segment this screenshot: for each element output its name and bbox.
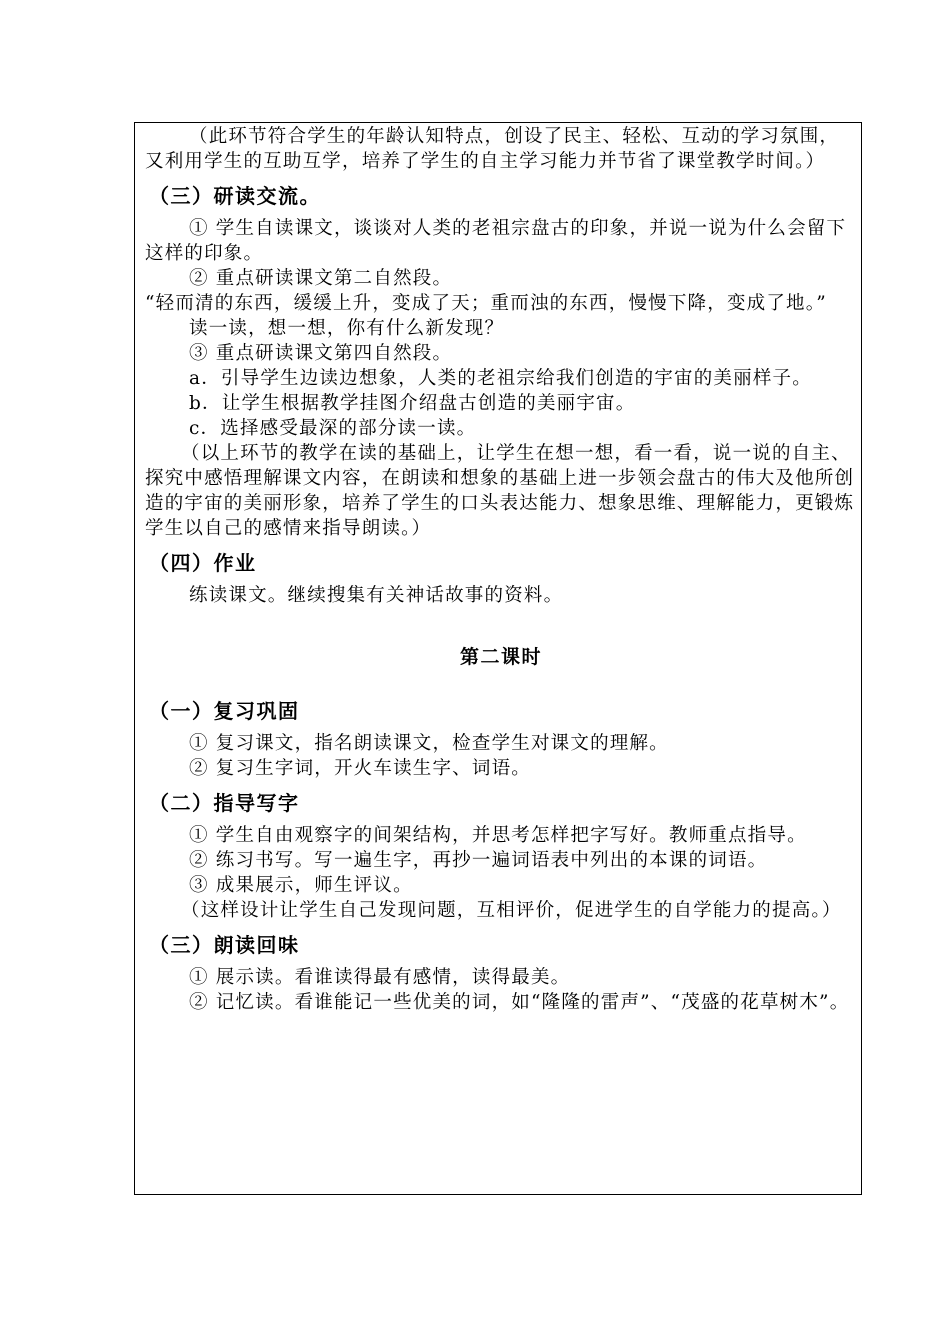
heading-homework: （四）作业 <box>149 551 257 575</box>
step-3-text: ③ 重点研读课文第四自然段。 <box>189 343 453 364</box>
review-1-text: ① 复习课文，指名朗读课文，检查学生对课文的理解。 <box>189 733 669 754</box>
writing-3-text: ③ 成果展示，师生评议。 <box>189 875 413 896</box>
heading-study-discuss: （三）研读交流。 <box>149 184 321 208</box>
item-a-text: a．引导学生边读边想象，人类的老祖宗给我们创造的宇宙的美丽样子。 <box>189 368 812 389</box>
homework-text: 练读课文。继续搜集有关神话故事的资料。 <box>189 585 564 606</box>
design-note-2: （以上环节的教学在读的基础上，让学生在想一想，看一看，说一说的自主、探究中感悟理解课文内容，在朗读和想象的基础上进一步领会盘古的伟大及他所创造的宇宙的美丽形象，培养了学生的口头表达能力、想象思维、理解能力，更锻炼学生以自己的感情来指导朗读。） <box>145 443 855 539</box>
item-b-text: b．让学生根据教学挂图介绍盘古创造的美丽宇宙。 <box>189 393 636 414</box>
step-2-text: ② 重点研读课文第二自然段。 <box>189 268 453 289</box>
writing-1-text: ① 学生自由观察字的间架结构，并思考怎样把字写好。教师重点指导。 <box>189 825 807 846</box>
design-note-3: （这样设计让学生自己发现问题，互相评价，促进学生的自学能力的提高。） <box>181 900 842 921</box>
lesson-2-title: 第二课时 <box>459 646 542 668</box>
item-c-text: c．选择感受最深的部分读一读。 <box>189 418 477 439</box>
review-2-text: ② 复习生字词，开火车读生字、词语。 <box>189 758 531 779</box>
reading-1-text: ① 展示读。看谁读得最有感情，读得最美。 <box>189 967 571 988</box>
reading-2-text: ② 记忆读。看谁能记一些优美的词，如“隆隆的雷声”、“茂盛的花草树木”。 <box>189 992 850 1013</box>
heading-review: （一）复习巩固 <box>149 699 300 723</box>
writing-2-text: ② 练习书写。写一遍生字，再抄一遍词语表中列出的本课的词语。 <box>189 850 768 871</box>
read-think-text: 读一读，想一想，你有什么新发现？ <box>189 318 505 339</box>
heading-writing: （二）指导写字 <box>149 791 300 815</box>
quote-text: “轻而清的东西，缓缓上升，变成了天；重而浊的东西，慢慢下降，变成了地。” <box>145 293 827 314</box>
step-1-text: ① 学生自读课文，谈谈对人类的老祖宗盘古的印象，并说一说为什么会留下这样的印象。 <box>145 218 847 264</box>
design-note-1: （此环节符合学生的年龄认知特点，创设了民主、轻松、互动的学习氛围，又利用学生的互助互学，培养了学生的自主学习能力并节省了课堂教学时间。） <box>145 126 840 172</box>
lesson-plan-content <box>145 124 857 1015</box>
heading-reading: （三）朗读回味 <box>149 933 300 957</box>
